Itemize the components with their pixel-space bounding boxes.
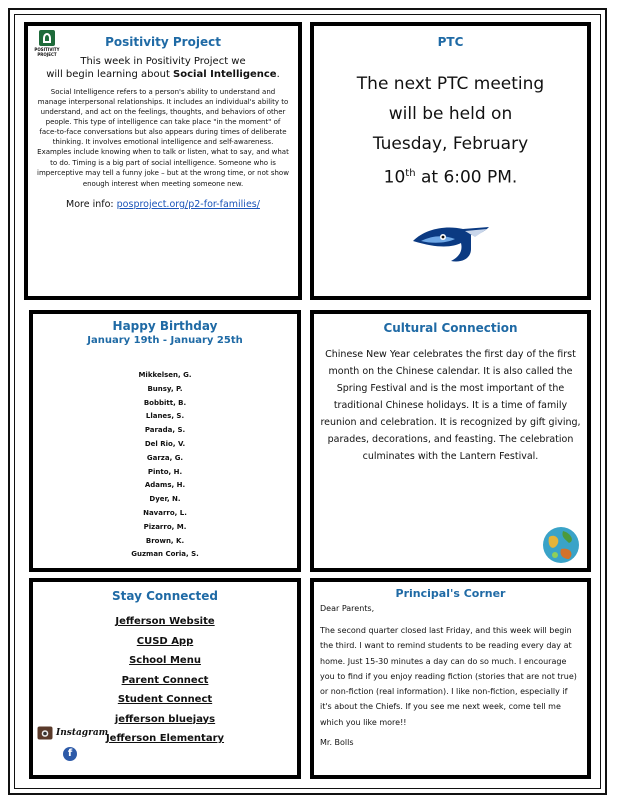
principal-box [310,578,591,779]
jefferson-website-link[interactable]: Jefferson Website [115,616,215,627]
positivity-body: Social Intelligence refers to a person's ability to understand and manage interpersonal relationships. It includes an individual's ability to understand, and act on the feelings, thoughts, and behaviors of other people. This type of intelligence can take place "in the moment" of face-to-face conversations but also appears during times of deliberate thinking. It involves emotional intelligence and self-awareness. [37,88,289,146]
instagram-label: Instagram [56,728,109,738]
bluejay-logo [411,219,497,263]
instagram-badge [37,726,108,740]
ptc-message: The next PTC meeting will be held on Tuesday, February 10th at 6:00 PM. [356,74,545,188]
positivity-topic: Social Intelligence [173,69,277,80]
cultural-title: Cultural Connection [383,321,518,335]
ptc-title: PTC [437,35,464,49]
stay-connected-box [29,578,301,779]
birthday-name: Navarro, L. [143,508,187,517]
birthday-name: Bobbitt, B. [143,398,187,407]
principal-title: Principal's Corner [395,587,506,600]
birthday-name: Mikkelsen, G. [138,371,192,379]
positivity-logo: POSITIVITY PROJECT [32,30,62,66]
positivity-intro: This week in Positivity Project we will begin learning about Social Intelligence. [46,56,280,80]
positivity-project-box [24,22,302,300]
cusd-app-link[interactable]: CUSD App [136,635,194,647]
birthday-box [29,310,301,572]
more-info: More info: posproject.org/p2-for-families/ [66,199,260,210]
birthday-name: Parada, S. [144,426,186,435]
instagram-link[interactable]: jefferson bluejays [114,713,216,725]
stay-connected-title: Stay Connected [112,589,218,603]
birthday-name: Bunsy, P. [147,384,183,393]
principal-signoff: Mr. Bolls [320,738,354,748]
birthday-name: Garza, G. [146,453,184,462]
birthday-name: Pinto, H. [147,467,183,476]
birthday-name: Guzman Coria, S. [131,550,199,559]
world-globe-icon [541,525,581,565]
facebook-icon: f [63,747,77,761]
positivity-title: Positivity Project [105,35,221,49]
birthday-name: Pizarro, M. [143,522,187,531]
birthday-name: Llanes, S. [145,412,185,421]
ptc-box [310,22,591,300]
facebook-link[interactable]: Jefferson Elementary [105,733,225,744]
principal-greeting: Dear Parents, [320,604,375,613]
school-menu-link[interactable]: School Menu [129,655,201,666]
more-info-link[interactable]: posproject.org/p2-for-families/ [116,199,260,210]
birthday-name: Dyer, N. [149,495,181,504]
birthday-title: Happy Birthday [112,319,218,333]
birthday-name: Brown, K. [145,536,185,545]
instagram-icon [37,726,53,740]
principal-body: The second quarter closed last Friday, and this week will begin the third. I want to remind students to be reading every day at home. Just 15-30 minutes a day can do so much. I encourage you to find if you enjoy reading fiction (stories that are not true) or non-fiction (real information). I like non-fiction, especially if it's about the Chiefs. If you see me next week, come tell me which you like more!! [320,626,577,727]
positivity-body-2: Examples include knowing when to talk or listen, what to say, and what to do. Timing is a big part of social intelligence. Someone who is imperceptive may tell a funny joke – but at the wrong time, or not show enough interest when meeting someone new. [37,148,289,188]
student-connect-link[interactable]: Student Connect [117,694,213,705]
cultural-box [310,310,591,572]
birthday-name: Del Rio, V. [144,439,186,448]
cultural-body: Chinese New Year celebrates the first day of the first month on the Chinese calendar. It is also called the Spring Festival and is the most important of the traditional Chinese holidays. It is a time of family reunion and celebration. It is recognized by gift giving, parades, decorations, and feasting. The celebration culminates with the Lantern Festival. [320,349,581,462]
birthday-name: Adams, H. [144,481,186,490]
parent-connect-link[interactable]: Parent Connect [121,674,209,686]
birthday-range: January 19th - January 25th [87,335,243,346]
birthday-list [33,369,297,562]
